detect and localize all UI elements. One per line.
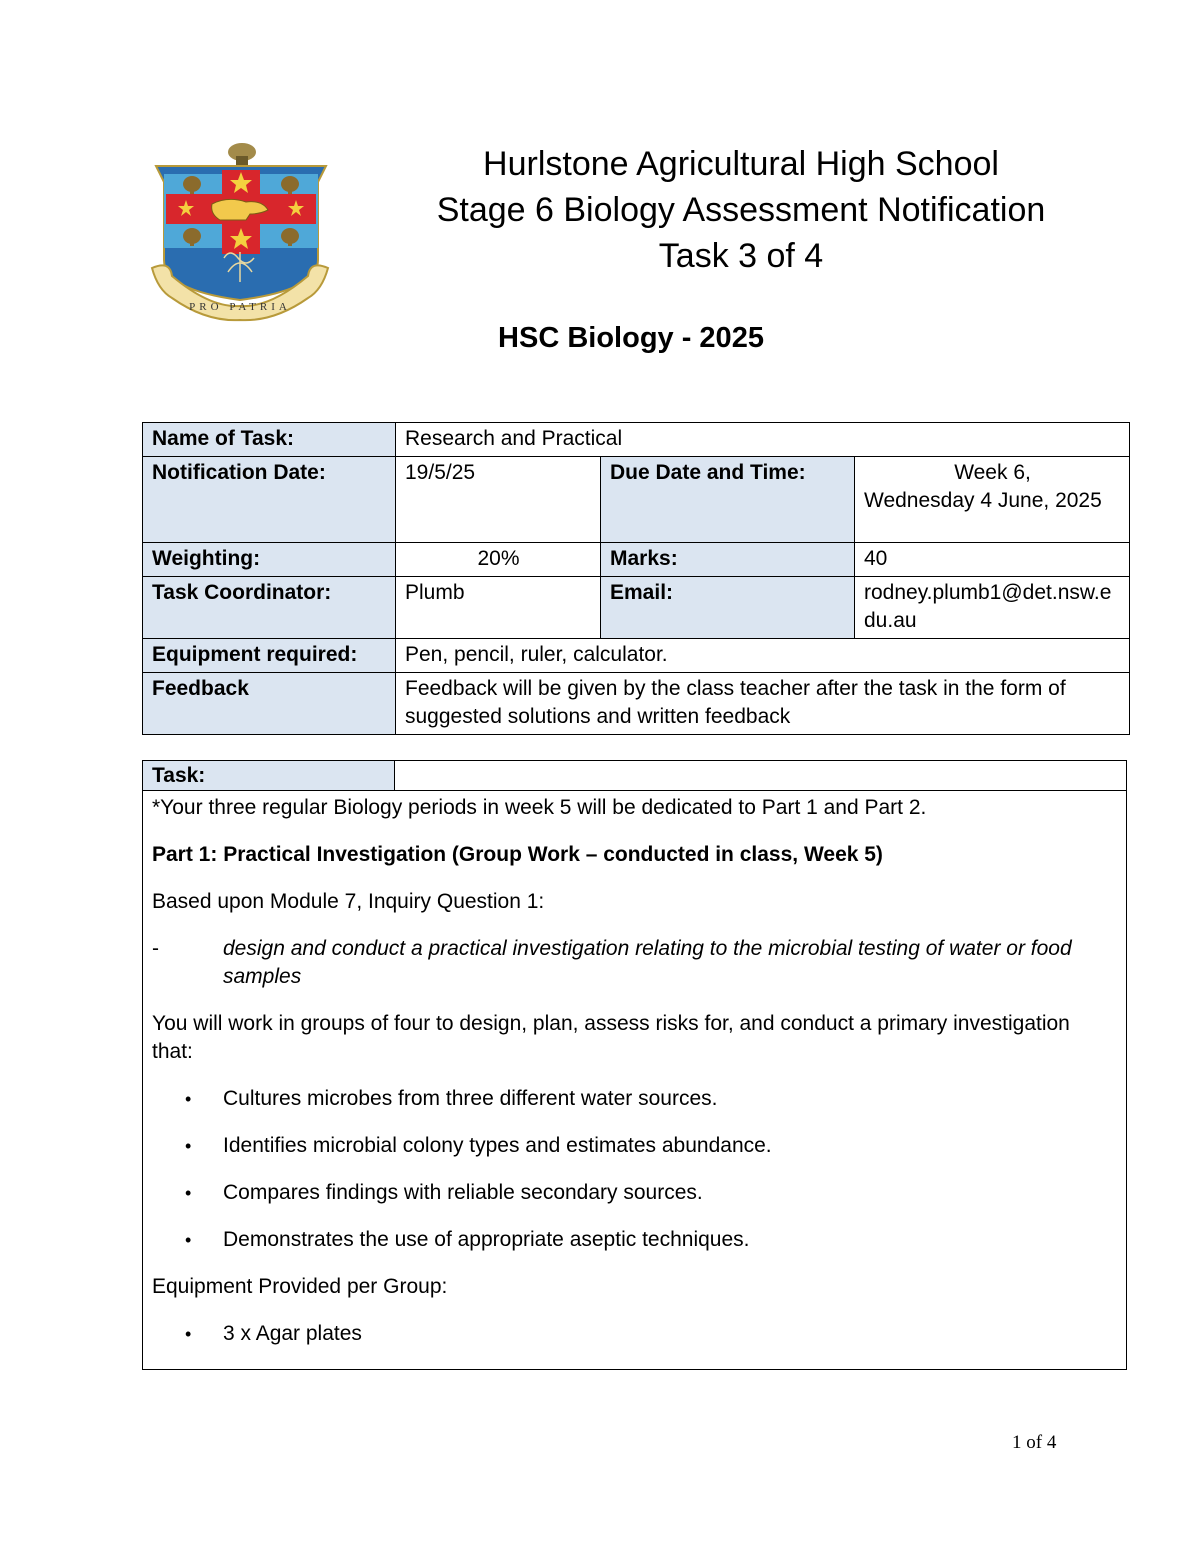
table-row xyxy=(143,577,1130,639)
list-item xyxy=(152,1320,1116,1348)
bullet-icon: • xyxy=(185,1136,192,1156)
task-header-row xyxy=(143,761,1126,791)
task-number: Task 3 of 4 xyxy=(658,237,824,275)
task-info-table xyxy=(142,422,1130,735)
school-crest-logo xyxy=(150,140,330,322)
marks-label: Marks: xyxy=(601,543,855,577)
inquiry-item-text: design and conduct a practical investigation relating to the microbial testing of water or food samples xyxy=(223,937,1072,988)
inquiry-list-item xyxy=(152,935,1116,991)
task-coordinator-label: Task Coordinator: xyxy=(143,577,396,639)
based-on-text: Based upon Module 7, Inquiry Question 1: xyxy=(152,890,545,913)
feedback-value: Feedback will be given by the class teacher after the task in the form of suggested solutions and written feedback xyxy=(396,673,1130,735)
objective-text: Cultures microbes from three different water sources. xyxy=(223,1087,718,1110)
group-work-text: You will work in groups of four to design, plan, assess risks for, and conduct a primary investigation that: xyxy=(152,1012,1070,1063)
objectives-list xyxy=(152,1085,1116,1254)
list-item xyxy=(152,1179,1116,1207)
marks-value: 40 xyxy=(855,543,1130,577)
equipment-required-label: Equipment required: xyxy=(143,639,396,673)
document-header xyxy=(400,141,1082,279)
task-coordinator-value: Plumb xyxy=(396,577,601,639)
feedback-label: Feedback xyxy=(143,673,396,735)
task-intro: *Your three regular Biology periods in week 5 will be dedicated to Part 1 and Part 2. xyxy=(152,796,927,819)
due-date-label: Due Date and Time: xyxy=(601,457,855,543)
due-date-week: Week 6, xyxy=(954,461,1031,484)
bullet-icon: • xyxy=(185,1089,192,1109)
task-body xyxy=(143,791,1126,1348)
due-date-value xyxy=(855,457,1130,543)
table-row xyxy=(143,423,1130,457)
name-of-task-label: Name of Task: xyxy=(143,423,396,457)
bullet-icon: • xyxy=(185,1230,192,1250)
list-item xyxy=(152,1132,1116,1160)
subject-title: HSC Biology - 2025 xyxy=(498,322,764,354)
due-date-day: Wednesday 4 June, 2025 xyxy=(864,489,1102,512)
equipment-heading: Equipment Provided per Group: xyxy=(152,1275,448,1298)
part1-heading: Part 1: Practical Investigation (Group Work – conducted in class, Week 5) xyxy=(152,843,883,866)
email-link[interactable]: rodney.plumb1@det.nsw.edu.au xyxy=(855,577,1130,639)
table-row xyxy=(143,457,1130,543)
table-row xyxy=(143,639,1130,673)
name-of-task-value: Research and Practical xyxy=(396,423,1130,457)
list-item xyxy=(152,1226,1116,1254)
weighting-label: Weighting: xyxy=(143,543,396,577)
page-number: 1 of 4 xyxy=(1012,1432,1057,1453)
objective-text: Identifies microbial colony types and estimates abundance. xyxy=(223,1134,772,1157)
equipment-list xyxy=(152,1320,1116,1348)
school-name: Hurlstone Agricultural High School xyxy=(483,145,999,183)
bullet-icon: • xyxy=(185,1183,192,1203)
bullet-icon: • xyxy=(185,1324,192,1344)
objective-text: Demonstrates the use of appropriate aseptic techniques. xyxy=(223,1228,750,1251)
list-item xyxy=(152,1085,1116,1113)
objective-text: Compares findings with reliable secondary sources. xyxy=(223,1181,703,1204)
notification-date-label: Notification Date: xyxy=(143,457,396,543)
notification-date-value: 19/5/25 xyxy=(396,457,601,543)
crest-top-ornament xyxy=(228,143,256,166)
task-description-box xyxy=(142,760,1127,1370)
weighting-value: 20% xyxy=(396,543,601,577)
equipment-item-text: 3 x Agar plates xyxy=(223,1322,362,1345)
table-row xyxy=(143,673,1130,735)
table-row xyxy=(143,543,1130,577)
crest-motto: PRO PATRIA xyxy=(189,301,291,313)
email-label: Email: xyxy=(601,577,855,639)
task-label: Task: xyxy=(143,761,395,790)
notification-title: Stage 6 Biology Assessment Notification xyxy=(436,191,1046,229)
equipment-required-value: Pen, pencil, ruler, calculator. xyxy=(396,639,1130,673)
dash-marker: - xyxy=(152,937,159,960)
